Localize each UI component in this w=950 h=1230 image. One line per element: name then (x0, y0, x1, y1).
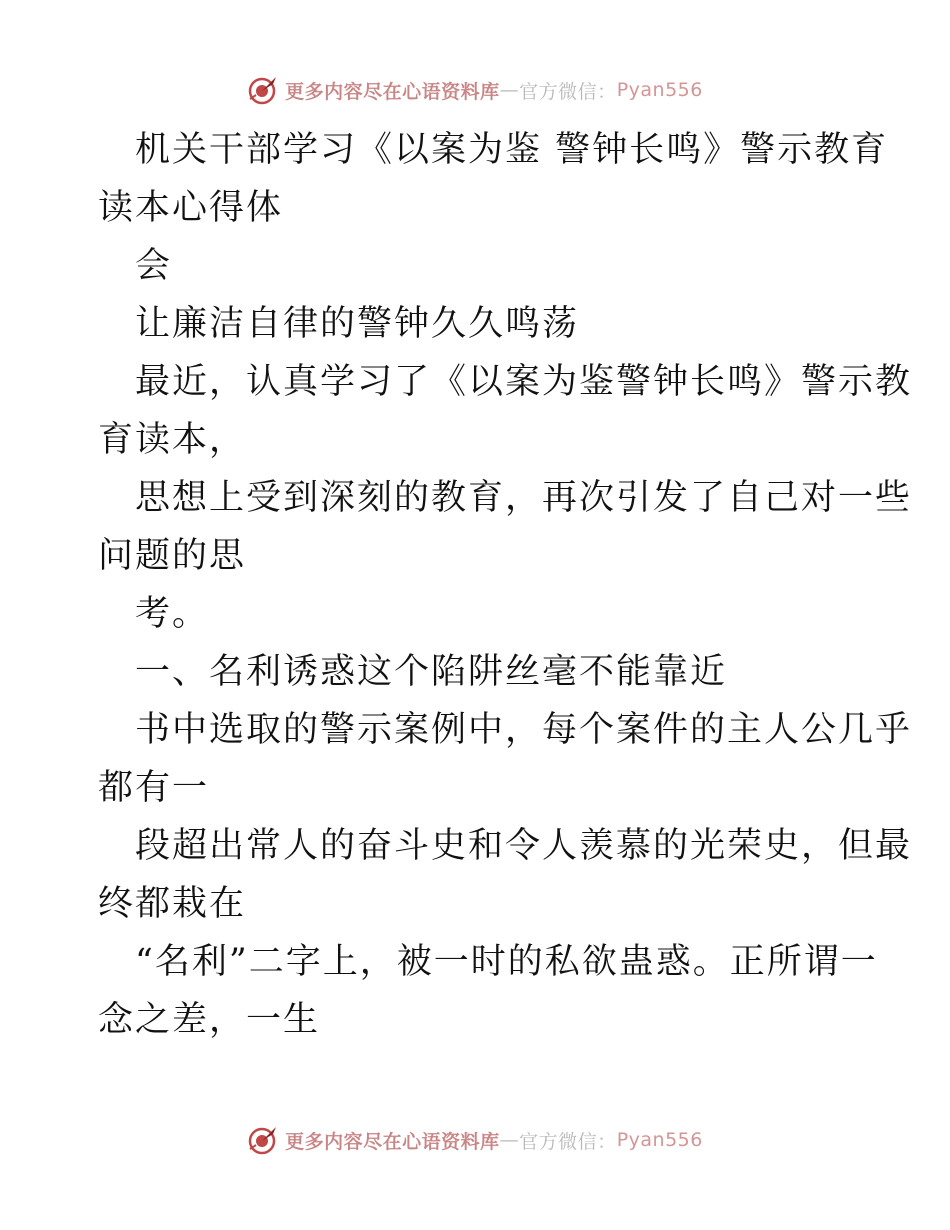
document-line: 都有一 (98, 768, 210, 808)
document-line: 让廉洁自律的警钟久久鸣荡 (135, 304, 580, 344)
document-line: 最近，认真学习了《以案为鉴警钟长鸣》警示教 (135, 362, 913, 402)
header-wechat-id: Pyan556 (616, 79, 703, 101)
document-line: “名利”二字上，被一时的私欲蛊惑。正所谓一 (135, 942, 878, 982)
header-site-text: 更多内容尽在心语资料库 (285, 80, 500, 103)
quill-pen-logo-icon (247, 74, 279, 106)
document-line: 终都栽在 (98, 884, 247, 924)
document-line: 书中选取的警示案例中，每个案件的主人公几乎 (135, 710, 913, 750)
document-line: 读本心得体 (98, 188, 284, 228)
document-line: 段超出常人的奋斗史和令人羡慕的光荣史，但最 (135, 826, 913, 866)
footer-wechat-id: Pyan556 (616, 1129, 703, 1151)
header-banner (0, 70, 950, 110)
header-wechat-label: 官方微信： (519, 80, 617, 103)
document-body (98, 121, 913, 1049)
document-line: 育读本， (98, 420, 247, 460)
document-line: 思想上受到深刻的教育，再次引发了自己对一些 (135, 478, 913, 518)
quill-pen-logo-icon (247, 1124, 279, 1156)
document-line: 一、名利诱惑这个陷阱丝毫不能靠近 (135, 652, 728, 692)
footer-wechat-label: 官方微信： (519, 1130, 617, 1153)
footer-banner (0, 1120, 950, 1160)
header-dash: — (499, 79, 520, 101)
document-line: 考。 (135, 594, 210, 634)
footer-dash: — (499, 1129, 520, 1151)
document-line: 念之差，一生 (98, 1000, 321, 1040)
document-line: 机关干部学习《以案为鉴 警钟长鸣》警示教育 (135, 130, 889, 170)
footer-site-text: 更多内容尽在心语资料库 (285, 1130, 500, 1153)
document-line: 会 (135, 246, 173, 286)
document-line: 问题的思 (98, 536, 247, 576)
